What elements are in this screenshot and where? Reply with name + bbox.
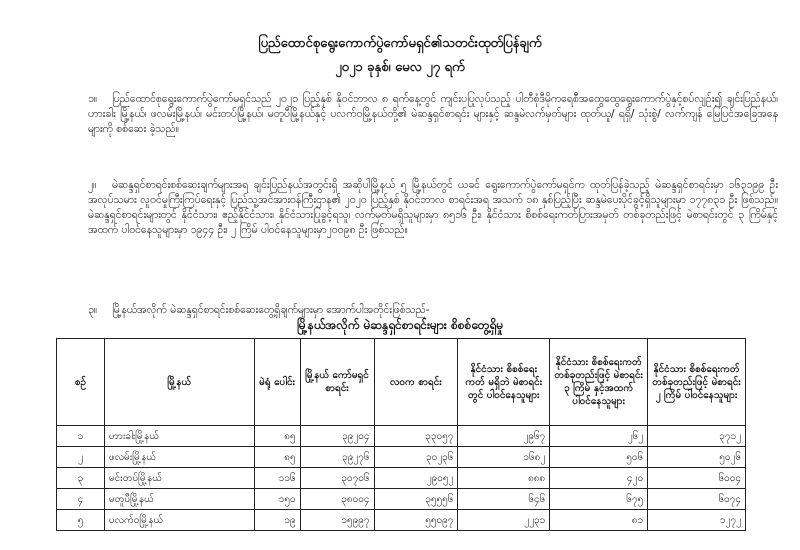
cell-three-times: ၅၀၆ [550, 447, 648, 468]
cell-polling-stations: ၁၁၆ [254, 468, 300, 489]
cell-two-times: ၆၀၀၄ [648, 468, 746, 489]
cell-two-times: ၁၂၇၂ [648, 510, 746, 531]
cell-three-times: ၆၇၅ [550, 489, 648, 510]
cell-without-id: ၂၉၆၇ [458, 426, 550, 447]
cell-immigration-list: ၅၅၀၉၇ [374, 510, 458, 531]
cell-commission-list: ၃၉၂၇၆ [300, 447, 374, 468]
paragraph-text: ပြည်ထောင်စုရွေးကောက်ပွဲကော်မရှင်သည် ၂၀၂၁ ပြည့်နှစ် နိုဝင်ဘာလ ၈ ရက်နေ့တွင် ကျင်းပပြုလုပ်သည့် ပါတီစုံဒီမိုကရေစီအထွေထွေရွေးကောက်ပွဲနှင့်စပ်လျဉ်း၍ ချင်းပြည်နယ်၊ ဟားခါး မြို့နယ်၊ ဖလမ်းမြို့နယ်၊ မင်းတပ်မြို့နယ်၊ မတူပီမြို့နယ်နှင့် ပလက်ဝမြို့နယ်တို့၏ မဲဆန္ဒရှင်စာရင်း များနှင့် ဆန္ဒမဲလက်မှတ်များ ထုတ်ယူ/ ရရှိ/ သုံးစွဲ/ လက်ကျန် မြေပြင်အခြေအနေများကို စစ်ဆေး ခဲ့သည်။ [88, 93, 778, 135]
header-commission-list: မြို့နယ် ကော်မရှင် စာရင်း [300, 339, 374, 426]
table-row [57, 468, 746, 489]
header-township: မြို့နယ် [104, 339, 254, 426]
cell-polling-stations: ၁၉ [254, 510, 300, 531]
table-header-row [57, 339, 746, 426]
cell-township: မတူပီမြို့နယ် [104, 489, 254, 510]
cell-without-id: ၆၄၆ [458, 489, 550, 510]
table-row [57, 510, 746, 531]
table-title: မြို့နယ်အလိုက် မဲဆန္ဒရှင်စာရင်းများ စိစစ်တွေ့ရှိမှု [296, 318, 504, 332]
cell-immigration-list: ၃၃၀၅၇ [374, 426, 458, 447]
cell-polling-stations: ၈၅ [254, 426, 300, 447]
paragraph-text: မြို့နယ်အလိုက် မဲဆန္ဒရှင်စာရင်းစစ်ဆေးတွေ့ရှိချက်များမှာ အောက်ပါအတိုင်းဖြစ်သည်- [112, 304, 430, 316]
paragraph-1 [88, 92, 778, 137]
header-two-times: နိုင်ငံသား စိစစ်ရေးကတ် တစ်ခုတည်းဖြင့် မဲစာရင်း ၂ ကြိမ် ပါဝင်နေသူများ [648, 339, 746, 426]
cell-commission-list: ၁၅၉၉၇ [300, 510, 374, 531]
paragraph-text: မဲဆန္ဒရှင်စာရင်းစစ်ဆေးချက်များအရ ချင်းပြည်နယ်အတွင်းရှိ အဆိုပါမြို့နယ် ၅ မြို့နယ်တွင် ယခင် ရွေးကောက်ပွဲကော်မရှင်က ထုတ်ပြန်ခဲ့သည့် မဲဆန္ဒရှင်စာရင်းမှာ ၁၆၃၁၉၉ ဦး အလုပ်သမား လူဝင်မှုကြီးကြပ်ရေးနှင့် ပြည်သူ့အင်အားဝန်ကြီးဌာန၏ ၂၀၂၀ ပြည့်နှစ် နိုဝင်ဘာလ စာရင်းအရ အသက် ၁၈ နှစ်ပြည့်ပြီး ဆန္ဒမဲပေးပိုင်ခွင့်ရှိသူများမှာ ၁၇၇၈၃၁ ဦး ဖြစ်သည်။ မဲဆန္ဒရှင်စာရင်းများတွင် နိုင်ငံသား၊ ဧည့်နိုင်ငံသား၊ နိုင်ငံသားပြုခွင့်ရသူ၊ လက်မှတ်မရှိသူများမှာ ၈၅၁၆ ဦး၊ နိုင်ငံသား စိစစ်ရေးကတ်ပြားအမှတ် တစ်ခုတည်းဖြင့် မဲစာရင်းတွင် ၃ ကြိမ်နှင့်အထက် ပါဝင်နေသူများမှာ ၁၉၄၄ ဦး၊ ၂ ကြိမ် ပါဝင်နေသူများမှာ၂၀၀၉၈ ဦး ဖြစ်သည်။ [88, 179, 778, 236]
cell-commission-list: ၃၉၂၀၄ [300, 426, 374, 447]
cell-without-id: ၈၈၈ [458, 468, 550, 489]
cell-three-times: ၂၆၂ [550, 426, 648, 447]
document-date: ၂၀၂၁ ခုနှစ်၊ မေလ ၂၇ ရက် [335, 60, 465, 75]
cell-township: ဟားခါးမြို့နယ် [104, 426, 254, 447]
cell-no: ၁ [57, 426, 105, 447]
cell-polling-stations: ၁၅၀ [254, 489, 300, 510]
header-immigration-list: လဝက စာရင်း [374, 339, 458, 426]
cell-commission-list: ၃၈၀၀၄ [300, 489, 374, 510]
cell-no: ၅ [57, 510, 105, 531]
cell-without-id: ၂၂၃၁ [458, 510, 550, 531]
cell-two-times: ၃၇၁၂ [648, 426, 746, 447]
header-no: စဉ် [57, 339, 105, 426]
cell-immigration-list: ၃၅၅၅၆ [374, 489, 458, 510]
paragraph-2 [88, 178, 778, 238]
header-three-times: နိုင်ငံသား စိစစ်ရေးကတ် တစ်ခုတည်းဖြင့် မဲစာရင်း ၃ ကြိမ် နှင့်အထက် ပါဝင်နေသူများ [550, 339, 648, 426]
paragraph-number: ၂။ [88, 179, 97, 191]
header-without-id: နိုင်ငံသား စိစစ်ရေးကတ် မရှိဘဲ မဲစာရင်းတွင် ပါဝင်နေသူများ [458, 339, 550, 426]
cell-without-id: ၁၆၈၂ [458, 447, 550, 468]
document-title: ပြည်ထောင်စုရွေးကောက်ပွဲကော်မရှင်၏သတင်းထုတ်ပြန်ချက် [258, 36, 542, 51]
cell-two-times: ၅၀၂၆ [648, 447, 746, 468]
header-polling-stations: မဲရုံ ပေါင်း [254, 339, 300, 426]
cell-no: ၂ [57, 447, 105, 468]
table-row [57, 426, 746, 447]
cell-township: မင်းတပ်မြို့နယ် [104, 468, 254, 489]
cell-no: ၃ [57, 468, 105, 489]
cell-commission-list: ၃၀၇၀၆ [300, 468, 374, 489]
cell-township: ပလက်ဝမြို့နယ် [104, 510, 254, 531]
cell-immigration-list: ၃၀၂၃၆ [374, 447, 458, 468]
paragraph-number: ၃။ [88, 304, 98, 316]
table-row [57, 447, 746, 468]
cell-two-times: ၆၀၇၄ [648, 489, 746, 510]
cell-three-times: ၄၂၀ [550, 468, 648, 489]
cell-polling-stations: ၈၅ [254, 447, 300, 468]
table-row [57, 489, 746, 510]
cell-immigration-list: ၂၉၀၅၂ [374, 468, 458, 489]
paragraph-number: ၁။ [88, 93, 98, 105]
cell-township: ဖလမ်းမြို့နယ် [104, 447, 254, 468]
cell-no: ၄ [57, 489, 105, 510]
cell-three-times: ၈၁ [550, 510, 648, 531]
paragraph-3 [88, 303, 778, 318]
voter-list-table [56, 338, 746, 531]
